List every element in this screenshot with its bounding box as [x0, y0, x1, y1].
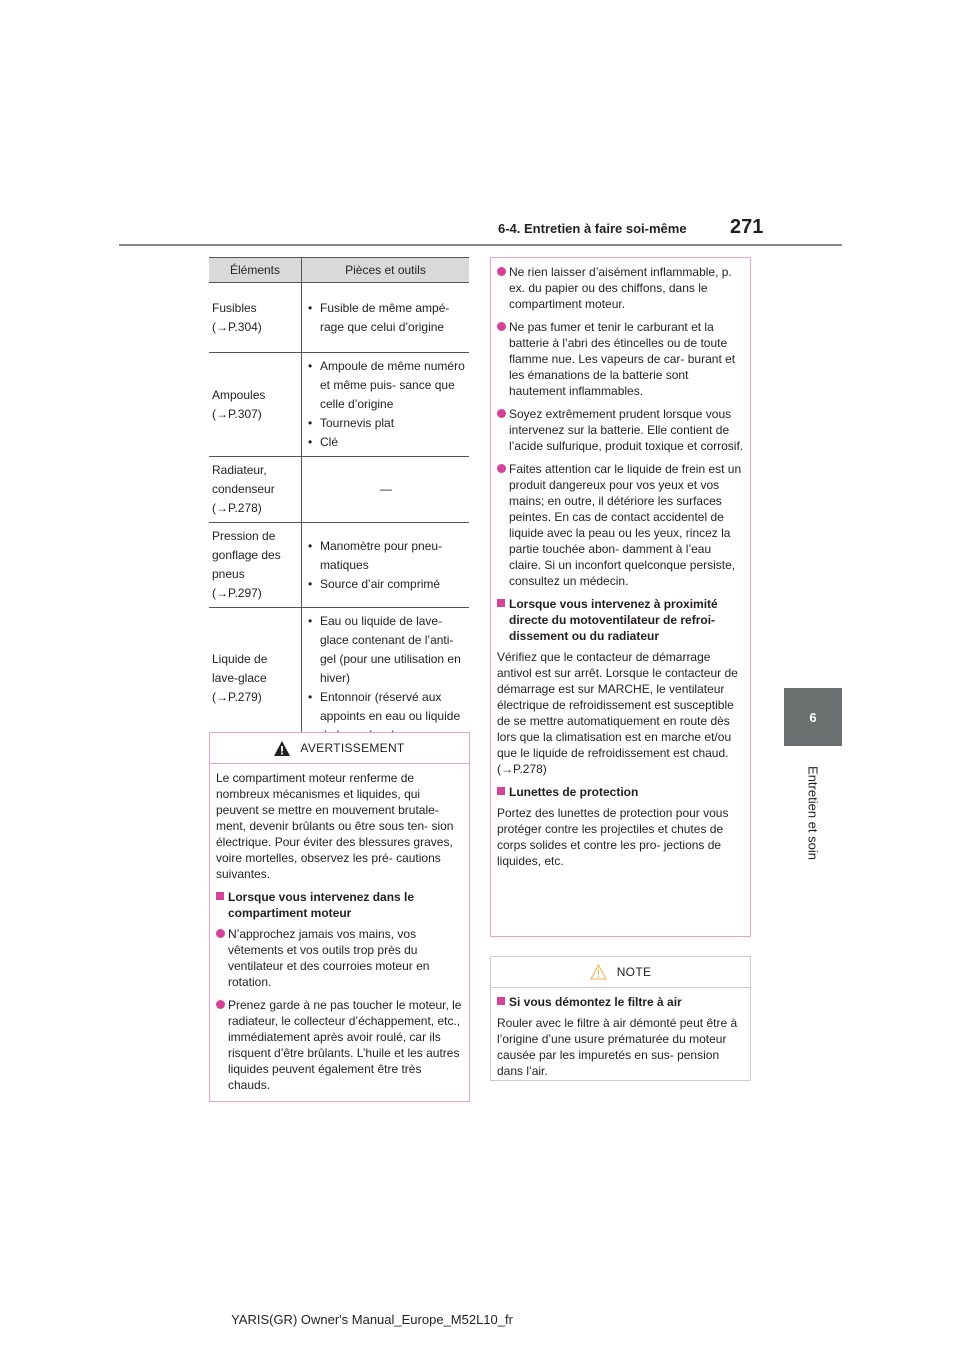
- warning-bullet: N’approchez jamais vos mains, vos vêtements et vos outils trop près du ventilateur et des courroies moteur en rotation.: [216, 926, 464, 990]
- note-box: [490, 956, 751, 1081]
- item-cell: [209, 608, 302, 750]
- table-row: [209, 608, 469, 750]
- chapter-number: 6: [809, 709, 817, 725]
- table-row: [209, 353, 469, 457]
- item-cell: [209, 457, 302, 523]
- tools-cell: [302, 353, 470, 457]
- tools-cell: [302, 283, 470, 353]
- item-text: lave-glace: [212, 671, 267, 685]
- item-cell: [209, 353, 302, 457]
- warning-box: [209, 732, 470, 1102]
- warning-bullet: Soyez extrêmement prudent lorsque vous intervenez sur la batterie. Elle contient de l’acide sulfurique, produit toxique et corrosif.: [497, 406, 745, 454]
- list-item: • Source d’air comprimé: [306, 575, 466, 594]
- item-text: Liquide de: [212, 652, 268, 666]
- parts-table: [209, 257, 469, 750]
- item-ref: (→P.278): [212, 501, 262, 515]
- item-cell: [209, 283, 302, 353]
- item-cell: [209, 523, 302, 608]
- warning-bullet: Ne pas fumer et tenir le carburant et la batterie à l’abri des étincelles ou de toute flamme nue. Les vapeurs de car- burant et les émanations de la batterie sont hautement inflammables.: [497, 319, 745, 399]
- table-row: [209, 283, 469, 353]
- note-heading: Si vous démontez le filtre à air: [497, 994, 745, 1010]
- warning-box-continued: [490, 257, 751, 937]
- chapter-tab: [784, 688, 842, 746]
- warning-paragraph: Portez des lunettes de protection pour vous protéger contre les projectiles et chutes de corps solides et contre les pro- jections de liquides, etc.: [497, 806, 729, 868]
- warning-heading: Lorsque vous intervenez à proximité directe du motoventilateur de refroi- dissement ou du radiateur: [497, 596, 745, 644]
- item-text: Ampoules: [212, 387, 266, 402]
- chapter-label-text: Entretien et soin: [805, 766, 821, 860]
- page-number: 271: [730, 216, 764, 238]
- table-row: [209, 523, 469, 608]
- list-item: • Manomètre pour pneu- matiques: [306, 537, 466, 575]
- footer-text: YARIS(GR) Owner's Manual_Europe_M52L10_fr: [231, 1312, 513, 1327]
- warning-bullet: Faites attention car le liquide de frein est un produit dangereux pour vos yeux et vos mains; en outre, il détériore les surfaces peintes. En cas de contact accidentel de liquide avec la peau ou les yeux, rincez la partie touchée abon- damment à l’eau claire. Si un inconfort quelconque persiste, consultez un médecin.: [497, 461, 745, 589]
- item-ref: (→P.297): [212, 586, 262, 600]
- item-ref: (→P.304): [212, 319, 262, 334]
- item-ref: (→P.279): [212, 690, 262, 704]
- list-item: • Clé: [306, 433, 466, 452]
- chapter-label: [788, 758, 838, 868]
- warning-paragraph: Vérifiez que le contacteur de démarrage antivol est sur arrêt. Lorsque le contacteur de démarrage est sur MARCHE, le ventilateur électrique de refroidissement est susceptible de se mettre automatiquement en route dès lors que la climatisation est en marche et/ou que le liquide de refroidissement est chaud. (→P.278): [497, 650, 738, 776]
- list-item: • Ampoule de même numéro et même puis- sance que celle d’origine: [306, 357, 466, 414]
- footer: [0, 1312, 960, 1327]
- list-item: • Eau ou liquide de lave- glace contenant de l’anti- gel (pour une utilisation en hiver): [306, 612, 466, 688]
- warning-heading: Lunettes de protection: [497, 784, 745, 800]
- list-item: • Fusible de même ampé- rage que celui d’origine: [306, 299, 466, 337]
- warning-intro: Le compartiment moteur renferme de nombreux mécanismes et liquides, qui peuvent se mettre en mouvement brutale- ment, devenir brûlants ou être sous ten- sion électrique. Pour éviter des blessures graves, voire mortelles, observez les pré- cautions suivantes.: [216, 771, 454, 881]
- list-item: • Entonnoir (réservé aux appoints en eau ou liquide: [306, 688, 466, 745]
- warning-bullet: Prenez garde à ne pas toucher le moteur, le radiateur, le collecteur d’échappement, etc., immédiatement après avoir roulé, car ils risquent d’être brûlants. L’huile et les autres liquides peuvent également être très chauds.: [216, 997, 464, 1093]
- tools-cell: [302, 608, 470, 750]
- note-title: NOTE: [616, 965, 652, 979]
- item-text: gonflage des: [212, 548, 281, 562]
- tools-cell: —: [302, 457, 470, 523]
- table-header-row: [209, 258, 469, 283]
- tools-cell: [302, 523, 470, 608]
- header-rule: [119, 244, 842, 246]
- warning-triangle-icon: [274, 741, 290, 756]
- warning-box-header: [210, 733, 469, 764]
- note-paragraph: Rouler avec le filtre à air démonté peut être à l’origine d’une usure prématurée du moteur causée par les impuretés en sus- pension dans l’air.: [497, 1016, 738, 1078]
- item-text: pneus: [212, 567, 245, 581]
- item-text: Fusibles: [212, 300, 257, 315]
- list-item: • Tournevis plat: [306, 414, 466, 433]
- item-text: Pression de: [212, 529, 276, 543]
- item-ref: (→P.307): [212, 406, 262, 421]
- item-text: condenseur: [212, 482, 275, 496]
- table-row: [209, 457, 469, 523]
- item-text: Radiateur,: [212, 463, 267, 477]
- warning-bullet: Ne rien laisser d’aisément inflammable, p. ex. du papier ou des chiffons, dans le compartiment moteur.: [497, 264, 745, 312]
- note-box-header: [491, 957, 750, 988]
- caution-triangle-icon: [590, 964, 607, 980]
- column-header-elements: Éléments: [209, 258, 302, 283]
- section-title: 6-4. Entretien à faire soi-même: [498, 221, 687, 236]
- warning-title: AVERTISSEMENT: [300, 741, 405, 755]
- warning-heading: Lorsque vous intervenez dans le compartiment moteur: [216, 889, 464, 921]
- column-header-parts: Pièces et outils: [302, 258, 470, 283]
